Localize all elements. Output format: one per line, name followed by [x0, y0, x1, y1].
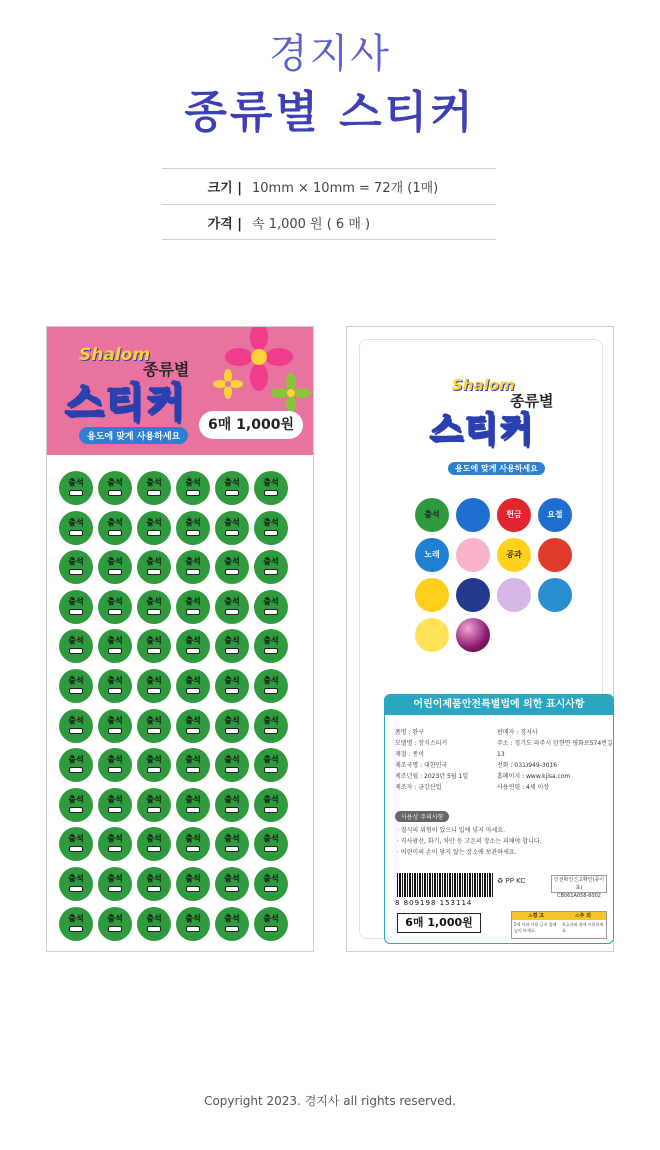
sticker-label: 출석 [185, 794, 201, 804]
sticker-label: 출석 [68, 715, 84, 725]
sticker-book-icon [69, 767, 83, 773]
sticker-book-icon [108, 648, 122, 654]
sticker-type-sample [415, 498, 449, 532]
attendance-sticker [137, 748, 171, 782]
attendance-sticker [215, 788, 249, 822]
sticker-label: 출석 [224, 913, 240, 923]
cert-line: 인전확인신고확인(종이표) [553, 877, 605, 891]
sticker-book-icon [225, 688, 239, 694]
sticker-book-icon [69, 807, 83, 813]
sticker-label: 출석 [224, 715, 240, 725]
sticker-book-icon [186, 688, 200, 694]
sticker-book-icon [264, 648, 278, 654]
attendance-sticker [59, 629, 93, 663]
safety-label-panel [384, 694, 614, 944]
sticker-label: 출석 [224, 834, 240, 844]
sticker-type-sample [456, 498, 490, 532]
sticker-book-icon [225, 530, 239, 536]
attendance-sticker [137, 709, 171, 743]
sticker-label: 출석 [224, 636, 240, 646]
sticker-type-label: 요절 [547, 510, 563, 519]
sticker-type-sample [456, 538, 490, 572]
sticker-book-icon [264, 807, 278, 813]
sticker-type-label: 노래 [424, 550, 440, 559]
sticker-book-icon [186, 886, 200, 892]
sticker-book-icon [147, 846, 161, 852]
sticker-label: 출석 [263, 834, 279, 844]
sticker-label: 출석 [107, 478, 123, 487]
sticker-book-icon [108, 886, 122, 892]
sticker-label: 출석 [68, 557, 84, 567]
sticker-book-icon [186, 926, 200, 932]
back-big-title: 스티커 [430, 410, 535, 450]
spec-row-size [162, 168, 496, 204]
sticker-label: 출석 [107, 873, 123, 883]
attendance-sticker [137, 590, 171, 624]
attendance-sticker [98, 471, 132, 505]
sticker-type-sample [415, 578, 449, 612]
sticker-label: 출석 [107, 755, 123, 765]
sticker-book-icon [147, 728, 161, 734]
sticker-book-icon [147, 648, 161, 654]
sticker-label: 출석 [185, 715, 201, 725]
sticker-label: 출석 [146, 596, 162, 606]
sticker-book-icon [186, 728, 200, 734]
sticker-book-icon [264, 926, 278, 932]
attendance-sticker [254, 511, 288, 545]
sticker-label: 출석 [68, 675, 84, 685]
sticker-label: 출석 [68, 834, 84, 844]
caution-line: · 어린이의 손이 닿지 않는 장소에 보관하세요. [397, 849, 517, 856]
sticker-book-icon [69, 609, 83, 615]
sticker-book-icon [69, 569, 83, 575]
sticker-label: 출석 [68, 913, 84, 923]
attendance-sticker [254, 709, 288, 743]
notice-title: ⚠주 의 [560, 912, 606, 920]
sticker-book-icon [69, 648, 83, 654]
sticker-type-label: 출석 [424, 510, 440, 519]
attendance-sticker [254, 590, 288, 624]
sticker-book-icon [108, 807, 122, 813]
info-line: 재질 : 종이 [395, 751, 425, 758]
sticker-label: 출석 [263, 675, 279, 685]
cert-line: CB061A058-6002 [557, 893, 601, 899]
attendance-sticker [137, 669, 171, 703]
sticker-label: 출석 [224, 755, 240, 765]
sticker-label: 출석 [263, 715, 279, 725]
sticker-label: 출석 [224, 596, 240, 606]
shalom-logo: Shalom [79, 345, 151, 365]
attendance-sticker [137, 629, 171, 663]
caution-line: · 질식의 위험이 있으니 입에 넣지 마세요. [397, 827, 505, 834]
sticker-label: 출석 [68, 873, 84, 883]
shalom-logo: Shalom [452, 376, 515, 394]
attendance-sticker [176, 550, 210, 584]
sticker-label: 출석 [107, 636, 123, 646]
sticker-label: 출석 [107, 675, 123, 685]
sticker-book-icon [69, 728, 83, 734]
sticker-book-icon [108, 767, 122, 773]
sticker-book-icon [186, 530, 200, 536]
sticker-label: 출석 [68, 794, 84, 804]
info-line: 품명 : 완구 [395, 729, 425, 736]
attendance-sticker [98, 550, 132, 584]
sticker-book-icon [147, 688, 161, 694]
caution-line: · 직사광선, 화기, 차안 등 고온의 장소는 피해야 합니다. [397, 838, 542, 845]
attendance-sticker [59, 827, 93, 861]
sticker-book-icon [225, 767, 239, 773]
attendance-sticker [59, 907, 93, 941]
attendance-sticker [176, 748, 210, 782]
sticker-type-sample [456, 578, 490, 612]
attendance-sticker [215, 550, 249, 584]
sticker-book-icon [69, 688, 83, 694]
sticker-label: 출석 [107, 913, 123, 923]
sticker-type-sample [497, 578, 531, 612]
info-line: 모델명 : 장식스티커 [395, 740, 448, 747]
attendance-sticker [137, 867, 171, 901]
attendance-sticker [176, 590, 210, 624]
small-flower-icon [213, 369, 243, 399]
sticker-book-icon [186, 846, 200, 852]
attendance-sticker [59, 550, 93, 584]
barcode-icon [397, 873, 493, 897]
attendance-sticker [215, 629, 249, 663]
attendance-sticker [59, 788, 93, 822]
sticker-label: 출석 [263, 913, 279, 923]
sticker-book-icon [108, 490, 122, 496]
attendance-sticker-grid [59, 471, 288, 941]
attendance-sticker [98, 788, 132, 822]
attendance-sticker [215, 590, 249, 624]
spec-label: 크기 | [207, 181, 242, 196]
sticker-label: 출석 [146, 794, 162, 804]
back-usage-tag: 용도에 맞게 사용하세요 [448, 462, 545, 475]
sticker-book-icon [225, 609, 239, 615]
front-big-title: 스티커 [65, 380, 187, 426]
info-line: 제조자 : 금강산업 [395, 784, 442, 791]
sticker-book-icon [225, 807, 239, 813]
sticker-label: 출석 [146, 755, 162, 765]
warning-title: ⚠경 고 [512, 912, 560, 920]
notice-text: 보호자와 함께 사용하세요. [562, 922, 604, 933]
info-line: 전화 : 031)949-3016 [497, 762, 558, 769]
sticker-book-icon [147, 569, 161, 575]
attendance-sticker [254, 907, 288, 941]
sticker-book-icon [108, 688, 122, 694]
attendance-sticker [176, 709, 210, 743]
caution-list [397, 825, 542, 858]
sticker-book-icon [264, 886, 278, 892]
sticker-label: 출석 [107, 596, 123, 606]
front-header-banner [47, 327, 313, 455]
attendance-sticker [176, 788, 210, 822]
sticker-label: 출석 [185, 636, 201, 646]
sticker-book-icon [147, 886, 161, 892]
attendance-sticker [254, 629, 288, 663]
sticker-label: 출석 [146, 636, 162, 646]
sticker-label: 출석 [224, 794, 240, 804]
sticker-book-icon [225, 490, 239, 496]
attendance-sticker [254, 748, 288, 782]
attendance-sticker [176, 511, 210, 545]
sticker-book-icon [264, 530, 278, 536]
sticker-label: 출석 [107, 834, 123, 844]
attendance-sticker [59, 709, 93, 743]
sticker-label: 출석 [146, 715, 162, 725]
sticker-book-icon [147, 490, 161, 496]
info-line: 홈페이지 : www.kjisa.com [497, 773, 571, 780]
sticker-label: 출석 [107, 517, 123, 527]
sticker-label: 출석 [263, 794, 279, 804]
sticker-label: 출석 [146, 478, 162, 487]
sticker-book-icon [147, 926, 161, 932]
recycle-kc-marks: ♻ PP KC [497, 877, 526, 885]
info-line: 제조년월 : 2023년 5월 1일 [395, 773, 469, 780]
back-price-box: 6매 1,000원 [397, 913, 481, 933]
sticker-book-icon [264, 569, 278, 575]
sticker-label: 출석 [185, 675, 201, 685]
sticker-label: 출석 [185, 596, 201, 606]
sticker-label: 출석 [146, 557, 162, 567]
sticker-book-icon [69, 886, 83, 892]
back-inner-frame [359, 339, 613, 939]
sticker-book-icon [69, 846, 83, 852]
sticker-label: 출석 [68, 517, 84, 527]
sticker-book-icon [264, 728, 278, 734]
attendance-sticker [215, 827, 249, 861]
certification-box [551, 875, 607, 899]
attendance-sticker [137, 471, 171, 505]
sticker-book-icon [225, 569, 239, 575]
sticker-label: 출석 [68, 755, 84, 765]
attendance-sticker [98, 669, 132, 703]
sticker-label: 출석 [107, 715, 123, 725]
sticker-label: 출석 [146, 873, 162, 883]
attendance-sticker [98, 709, 132, 743]
sticker-book-icon [147, 807, 161, 813]
attendance-sticker [137, 550, 171, 584]
sticker-type-sample [538, 538, 572, 572]
sticker-label: 출석 [146, 834, 162, 844]
attendance-sticker [98, 827, 132, 861]
sticker-book-icon [225, 926, 239, 932]
sticker-type-sample [415, 618, 449, 652]
sticker-type-label: 공과 [506, 550, 522, 559]
attendance-sticker [215, 511, 249, 545]
sticker-label: 출석 [224, 557, 240, 567]
attendance-sticker [176, 907, 210, 941]
attendance-sticker [254, 550, 288, 584]
sticker-label: 출석 [263, 636, 279, 646]
sticker-book-icon [186, 648, 200, 654]
sticker-label: 출석 [107, 557, 123, 567]
attendance-sticker [98, 867, 132, 901]
attendance-sticker [254, 827, 288, 861]
sticker-book-icon [186, 767, 200, 773]
sticker-sheet-front [46, 326, 314, 952]
back-subtitle: 종류별 [510, 392, 554, 410]
sticker-label: 출석 [185, 557, 201, 567]
attendance-sticker [215, 867, 249, 901]
sticker-book-icon [108, 609, 122, 615]
sticker-label: 출석 [263, 873, 279, 883]
warning-text: 5세 이하 사용 금지 입에 넣지 마세요. [514, 922, 557, 933]
sticker-label: 출석 [263, 517, 279, 527]
sticker-label: 출석 [185, 478, 201, 487]
attendance-sticker [59, 867, 93, 901]
attendance-sticker [137, 907, 171, 941]
sticker-type-sample [415, 538, 449, 572]
sticker-label: 출석 [263, 478, 279, 487]
sticker-sheet-back [346, 326, 614, 952]
info-line: 주소 : 경기도 파주시 탄현면 평화로574번길 13 [497, 740, 613, 758]
attendance-sticker [98, 907, 132, 941]
sticker-book-icon [69, 530, 83, 536]
sticker-label: 출석 [68, 596, 84, 606]
attendance-sticker [254, 788, 288, 822]
sticker-book-icon [264, 490, 278, 496]
sticker-book-icon [264, 688, 278, 694]
attendance-sticker [215, 709, 249, 743]
sticker-book-icon [147, 767, 161, 773]
sticker-label: 출석 [146, 913, 162, 923]
sticker-book-icon [264, 846, 278, 852]
sticker-book-icon [186, 609, 200, 615]
attendance-sticker [254, 867, 288, 901]
attendance-sticker [137, 788, 171, 822]
sticker-book-icon [225, 728, 239, 734]
spec-value: 속 1,000 원 ( 6 매 ) [252, 216, 371, 232]
front-usage-tag: 용도에 맞게 사용하세요 [79, 427, 188, 444]
sticker-type-sample [538, 498, 572, 532]
safety-title: 어린이제품안전특별법에 의한 표시사항 [385, 695, 613, 715]
front-subtitle: 종류별 [143, 360, 190, 379]
sticker-label: 출석 [185, 517, 201, 527]
attendance-sticker [176, 629, 210, 663]
sticker-label: 출석 [185, 834, 201, 844]
sticker-book-icon [186, 807, 200, 813]
sticker-book-icon [225, 648, 239, 654]
sticker-book-icon [69, 490, 83, 496]
sticker-type-sample [538, 578, 572, 612]
attendance-sticker [215, 669, 249, 703]
attendance-sticker [59, 748, 93, 782]
info-right-column [497, 727, 613, 793]
spec-value: 10mm × 10mm = 72개 (1매) [252, 181, 439, 196]
attendance-sticker [254, 471, 288, 505]
sticker-label: 출석 [185, 913, 201, 923]
sticker-label: 출석 [224, 478, 240, 487]
attendance-sticker [215, 748, 249, 782]
attendance-sticker [254, 669, 288, 703]
attendance-sticker [215, 907, 249, 941]
sticker-book-icon [147, 530, 161, 536]
sticker-book-icon [108, 728, 122, 734]
front-price-badge: 6매 1,000원 [199, 411, 303, 439]
sticker-label: 출석 [263, 596, 279, 606]
sticker-book-icon [69, 926, 83, 932]
sticker-label: 출석 [68, 636, 84, 646]
sticker-book-icon [264, 767, 278, 773]
sticker-book-icon [225, 886, 239, 892]
attendance-sticker [137, 511, 171, 545]
sticker-type-sample [497, 498, 531, 532]
attendance-sticker [176, 867, 210, 901]
sticker-label: 출석 [263, 755, 279, 765]
sticker-label: 출석 [185, 755, 201, 765]
sticker-label: 출석 [107, 794, 123, 804]
sticker-label: 출석 [224, 517, 240, 527]
attendance-sticker [137, 827, 171, 861]
sticker-label: 출석 [146, 517, 162, 527]
spec-row-price [162, 204, 496, 240]
info-line: 사용연령 : 4세 이상 [497, 784, 550, 791]
sticker-book-icon [225, 846, 239, 852]
attendance-sticker [98, 511, 132, 545]
sticker-book-icon [186, 569, 200, 575]
attendance-sticker [176, 471, 210, 505]
attendance-sticker [59, 511, 93, 545]
sticker-type-label: 헌금 [506, 510, 522, 519]
green-flower-icon [271, 373, 311, 413]
sticker-type-sample [497, 538, 531, 572]
copyright-footer: Copyright 2023. 경지사 all rights reserved. [204, 1094, 456, 1108]
warning-box [511, 911, 607, 939]
attendance-sticker [59, 669, 93, 703]
info-line: 제조국명 : 대한민국 [395, 762, 448, 769]
attendance-sticker [176, 827, 210, 861]
sticker-label: 출석 [68, 478, 84, 487]
sticker-label: 출석 [224, 873, 240, 883]
sticker-book-icon [108, 926, 122, 932]
sticker-book-icon [108, 846, 122, 852]
sticker-label: 출석 [185, 873, 201, 883]
attendance-sticker [176, 669, 210, 703]
sticker-book-icon [108, 530, 122, 536]
attendance-sticker [59, 590, 93, 624]
sticker-label: 출석 [224, 675, 240, 685]
sticker-book-icon [108, 569, 122, 575]
product-title: 종류별 스티커 [184, 87, 476, 138]
info-left-column [395, 727, 468, 793]
brand-name: 경지사 [269, 31, 391, 77]
sticker-type-sample [456, 618, 490, 652]
sticker-book-icon [147, 609, 161, 615]
sticker-label: 출석 [146, 675, 162, 685]
barcode-number: 8 809198 153114 [395, 899, 473, 907]
sticker-book-icon [264, 609, 278, 615]
attendance-sticker [98, 590, 132, 624]
sticker-label: 출석 [263, 557, 279, 567]
caution-title: 사용상 주의사항 [395, 811, 449, 822]
attendance-sticker [98, 748, 132, 782]
sticker-type-samples [415, 498, 572, 652]
info-line: 판매자 : 경지사 [497, 729, 538, 736]
sticker-book-icon [186, 490, 200, 496]
attendance-sticker [98, 629, 132, 663]
attendance-sticker [59, 471, 93, 505]
attendance-sticker [215, 471, 249, 505]
spec-label: 가격 | [207, 216, 242, 232]
